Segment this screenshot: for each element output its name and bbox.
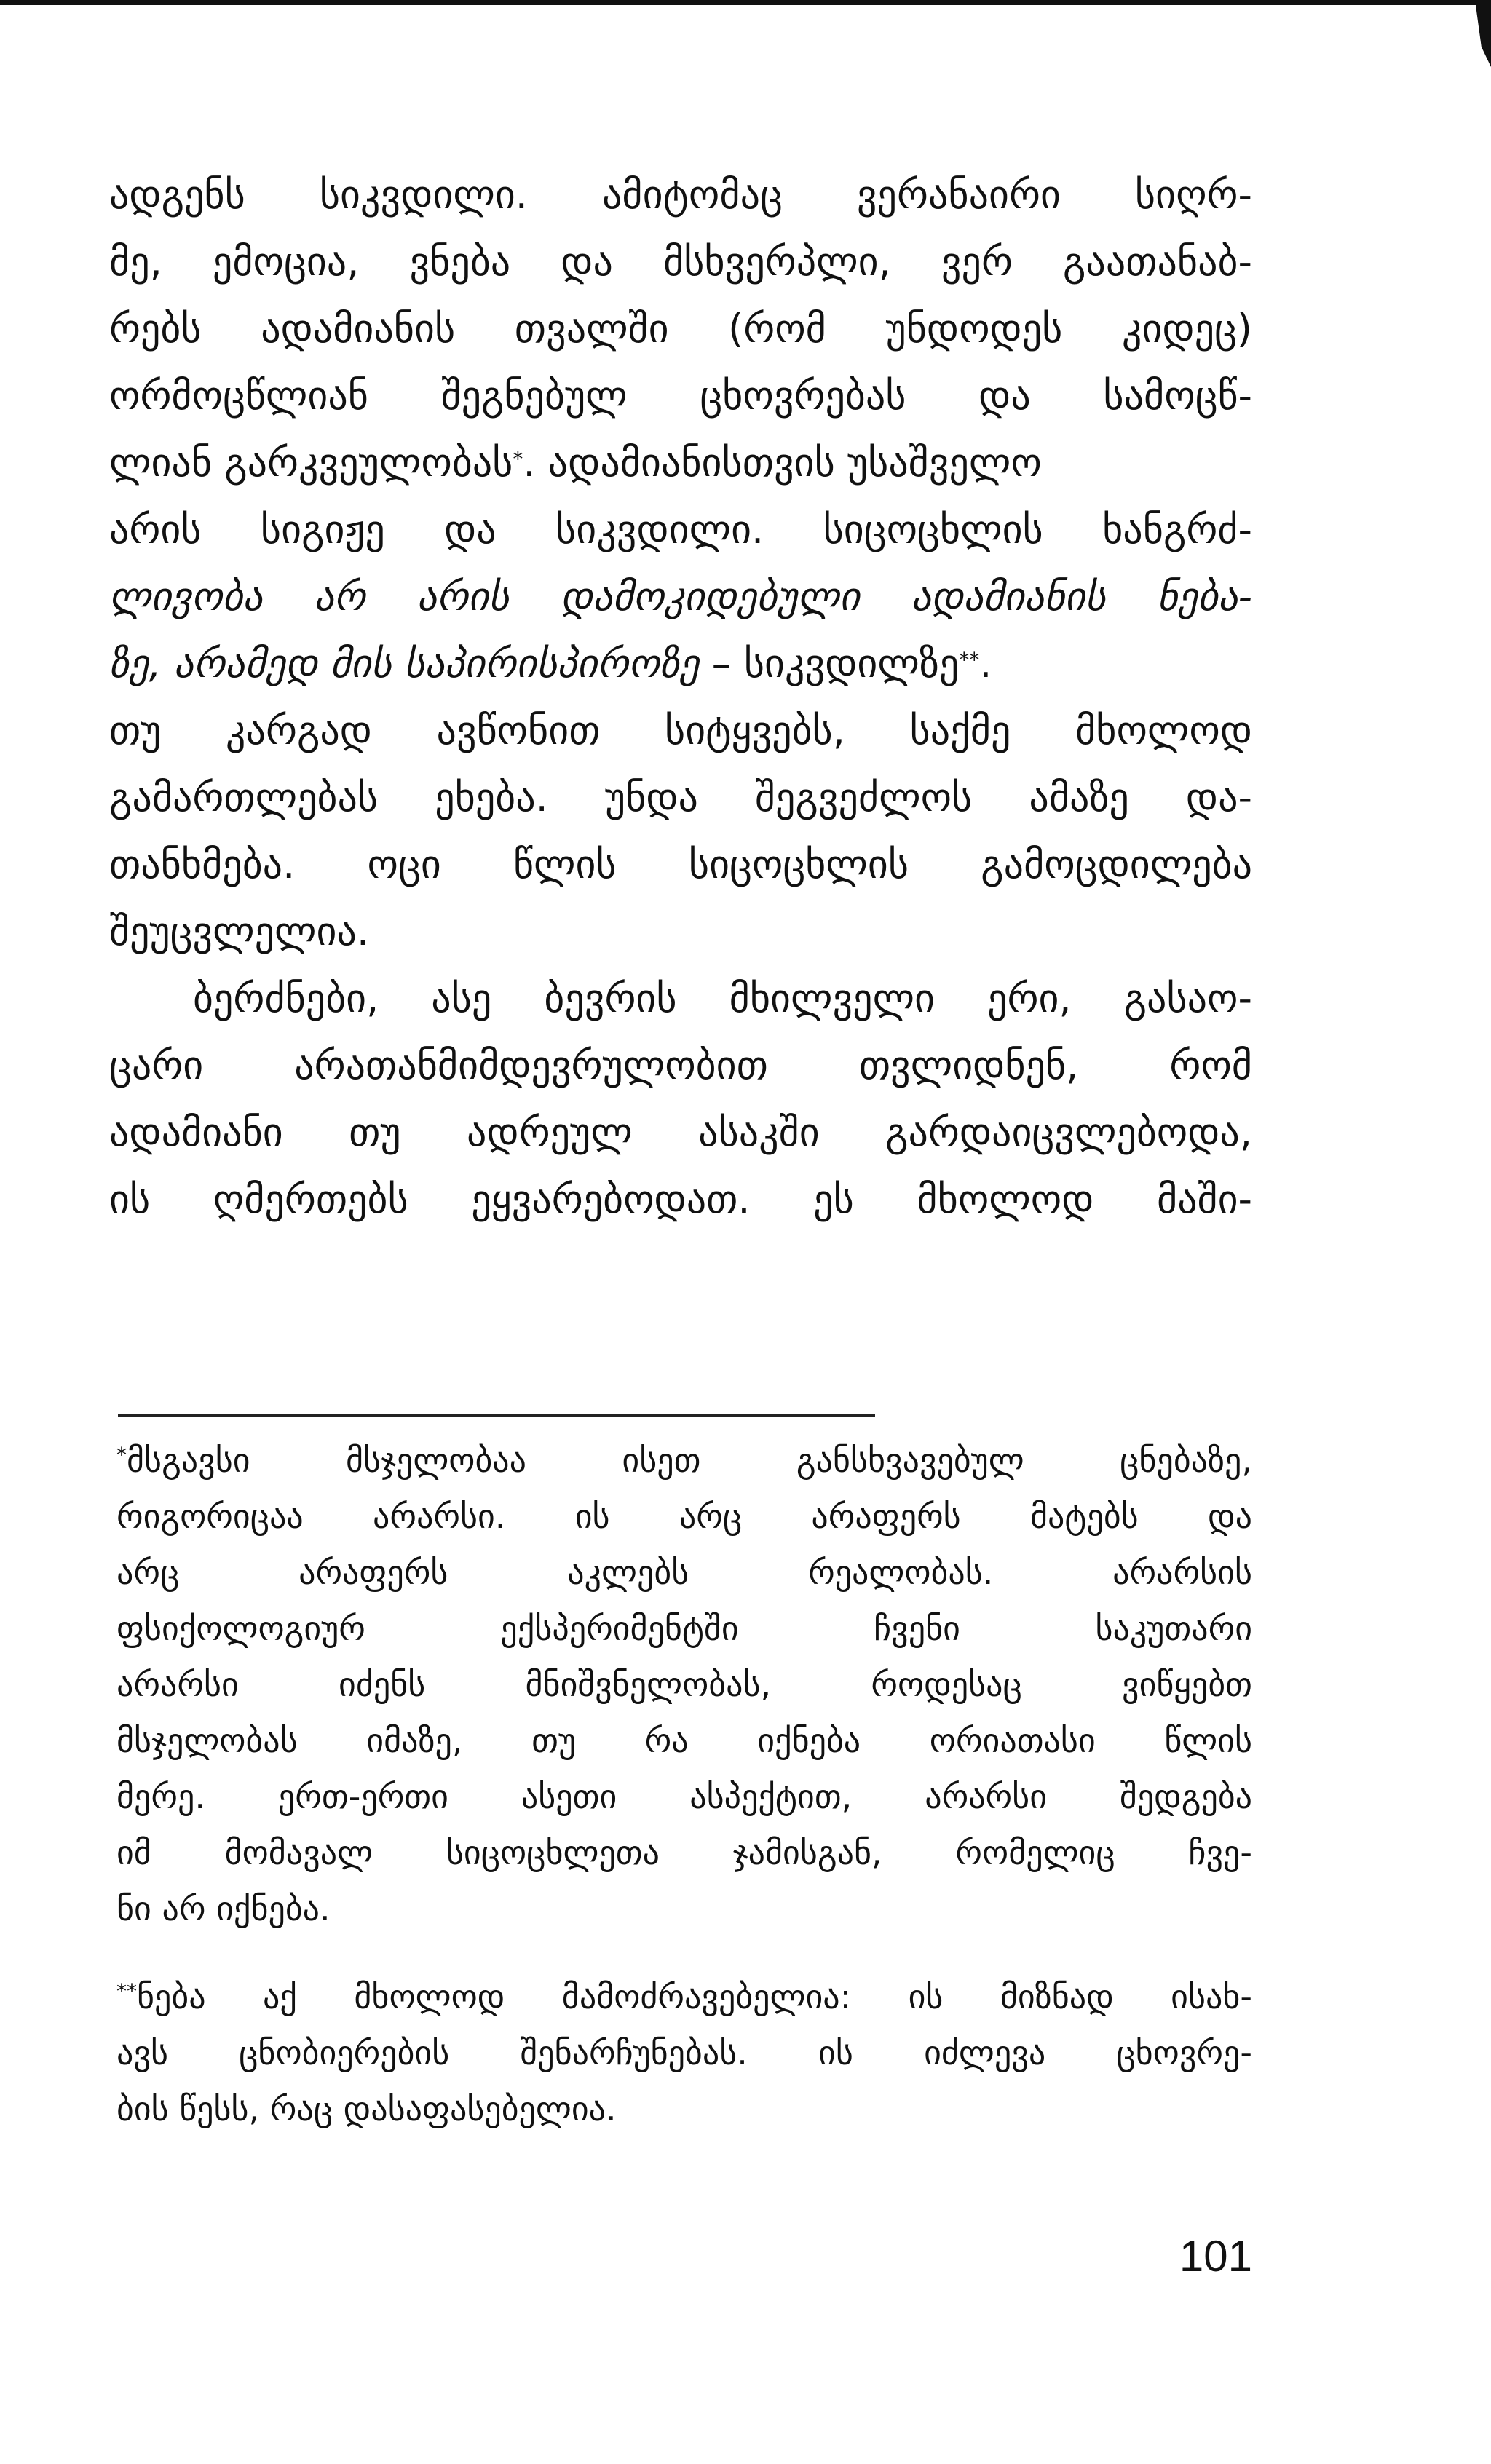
body-line-9: თუ კარგად ავწონით სიტყვებს, საქმე მხოლოდ: [109, 708, 1252, 753]
body-line-16: ის ღმერთებს ეყვარებოდათ. ეს მხოლოდ მაში-: [109, 1176, 1252, 1222]
footnote-1-line-3: არც არაფერს აკლებს რეალობას. არარსის: [116, 1553, 1252, 1592]
corner-scan-mark: [1475, 0, 1491, 67]
footnote-1-line-5: არარსი იძენს მნიშვნელობას, როდესაც ვიწყებთ: [116, 1665, 1252, 1704]
footnote-2-line-1: [116, 1969, 1252, 2025]
body-line-8-italic: ზე, არამედ მის საპირისპიროზე: [109, 641, 700, 686]
footnote-1-line-4: ფსიქოლოგიურ ექსპერიმენტში ჩვენი საკუთარი: [116, 1609, 1252, 1648]
body-line-7: ლივობა არ არის დამოკიდებული ადამიანის ნება-: [109, 574, 1252, 619]
body-line-6: არის სიგიჟე და სიკვდილი. სიცოცხლის ხანგრძ-: [109, 507, 1252, 552]
footnote-divider: [118, 1414, 875, 1417]
footnote-2-line-1-text: ნება აქ მხოლოდ მამოძრავებელია: ის მიზნად ისახ-: [137, 1977, 1252, 2016]
footnote-2-line-2: ავს ცნობიერების შენარჩუნებას. ის იძლევა ცხოვრე-: [116, 2033, 1252, 2072]
footnote-2-marker: **: [116, 1979, 137, 2003]
body-line-5-start: ლიან გარკვეულობას: [109, 440, 513, 486]
body-line-3: რებს ადამიანის თვალში (რომ უნდოდეს კიდეც): [109, 306, 1252, 352]
body-line-2: მე, ემოცია, ვნება და მსხვერპლი, ვერ გაათანაბ-: [109, 239, 1252, 285]
body-line-11: თანხმება. ოცი წლის სიცოცხლის გამოცდილება: [109, 841, 1252, 887]
footnote-2: [116, 1969, 1252, 2137]
footnote-spacer: [116, 1937, 1252, 1969]
body-line-5-end: . ადამიანისთვის უსაშველო: [523, 440, 1042, 486]
footnote-1-line-9: ნი არ იქნება.: [116, 1889, 331, 1928]
body-line-10: გამართლებას ეხება. უნდა შეგვეძლოს ამაზე და-: [109, 775, 1252, 820]
body-line-13: ბერძნები, ასე ბევრის მხილველი ერი, გასაო-: [193, 975, 1252, 1021]
footnote-2-line-3: ბის წესს, რაც დასაფასებელია.: [116, 2089, 617, 2128]
footnote-1-line-1-text: მსგავსი მსჯელობაა ისეთ განსხვავებულ ცნებაზე,: [127, 1441, 1252, 1480]
footnote-1-line-8: იმ მომავალ სიცოცხლეთა ჯამისგან, რომელიც ჩვე-: [116, 1833, 1252, 1872]
body-line-8: ზე, არამედ მის საპირისპიროზე – სიკვდილზე**.: [109, 641, 992, 686]
body-line-5: [109, 429, 1252, 496]
body-line-15: ადამიანი თუ ადრეულ ასაკში გარდაიცვლებოდა,: [109, 1109, 1252, 1155]
body-line-12: შეუცვლელია.: [109, 908, 370, 954]
main-text: [109, 162, 1252, 1233]
body-line-4: ორმოცწლიან შეგნებულ ცხოვრებას და სამოცწ-: [109, 373, 1252, 419]
footnote-1-line-6: მსჯელობას იმაზე, თუ რა იქნება ორიათასი წლის: [116, 1721, 1252, 1760]
footnote-1-marker: *: [116, 1443, 127, 1467]
top-edge-rule: [0, 0, 1491, 5]
footnote-1: [116, 1433, 1252, 1937]
body-line-14: ცარი არათანმიმდევრულობით თვლიდნენ, რომ: [109, 1042, 1252, 1088]
footnote-ref-1: *: [513, 447, 523, 471]
footnote-ref-2: **: [959, 648, 980, 672]
footnote-1-line-7: მერე. ერთ-ერთი ასეთი ასპექტით, არარსი შედგება: [116, 1777, 1252, 1816]
page-number: 101: [1179, 2232, 1252, 2281]
body-line-1: ადგენს სიკვდილი. ამიტომაც ვერანაირი სიღრ-: [109, 172, 1252, 218]
footnote-1-line-1: [116, 1433, 1252, 1489]
body-line-8-end: – სიკვდილზე: [699, 641, 960, 686]
footnote-1-line-2: რიგორიცაა არარსი. ის არც არაფერს მატებს და: [116, 1497, 1252, 1536]
footnotes: [116, 1433, 1252, 2137]
